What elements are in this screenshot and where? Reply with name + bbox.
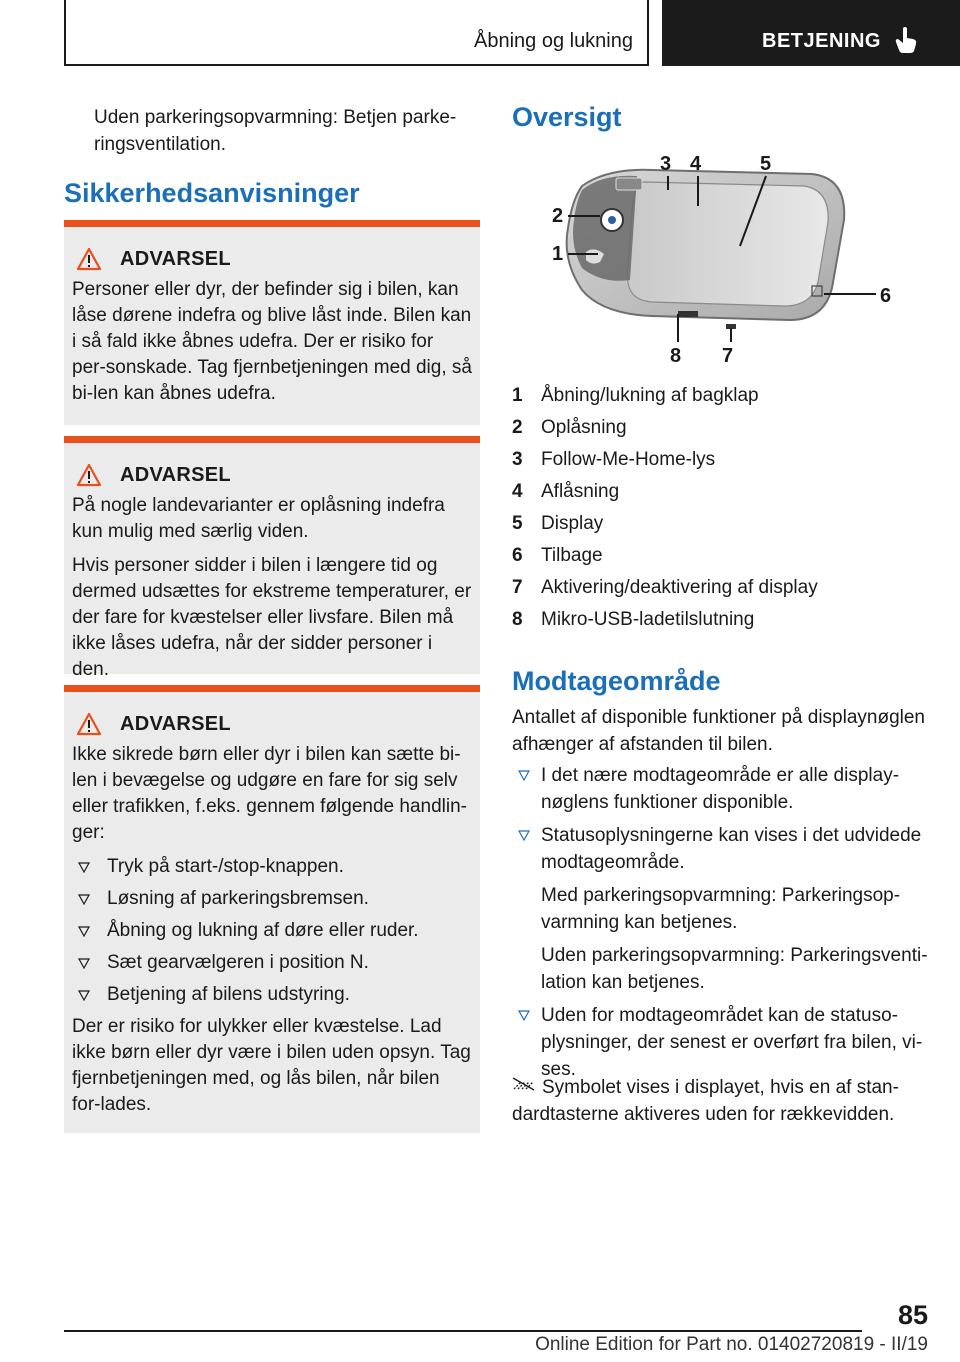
list-item: Statusoplysningerne kan vises i det udvidede modtageområde. Med parkeringsopvarmning: Parkeringsop-varmning kan betjenes. Uden parkeringsopvarmning: Parkeringsventi-lation kan betjenes. xyxy=(512,822,932,996)
list-triangle-icon xyxy=(518,769,530,781)
list-item: Betjening af bilens udstyring. xyxy=(72,982,472,1008)
warning-title: ADVARSEL xyxy=(120,712,231,735)
warning-text: Hvis personer sidder i bilen i længere tid og dermed udsættes for ekstreme temperaturer, er der fare for kvæstelser eller livsfare. Bilen må ikke låses udefra, når der sidder personer i den. xyxy=(72,555,472,680)
page-number: 85 xyxy=(897,1300,928,1330)
legend-row: 4 Aflåsning xyxy=(512,481,620,502)
pointing-hand-icon xyxy=(894,26,918,54)
running-header xyxy=(64,0,649,66)
list-item: Uden for modtageområdet kan de statuso-plysninger, der senest er overført fra bilen, vi-ses. xyxy=(512,1002,932,1083)
legend-row: 6 Tilbage xyxy=(512,545,603,566)
list-triangle-icon xyxy=(78,989,90,1001)
legend-row: 3 Follow-Me-Home-lys xyxy=(512,449,716,470)
figure-legend xyxy=(512,380,932,636)
list-triangle-icon xyxy=(78,925,90,937)
callout-2: 2 xyxy=(552,205,564,227)
list-item: Tryk på start-/stop-knappen. xyxy=(72,854,472,880)
callout-7: 7 xyxy=(722,345,734,367)
legend-row: 2 Oplåsning xyxy=(512,417,627,438)
edition-footer: Online Edition for Part no. 01402720819 - II/19 xyxy=(535,1334,928,1355)
out-of-range-signal-icon xyxy=(512,1077,536,1091)
legend-row: 5 Display xyxy=(512,513,604,534)
callout-8: 8 xyxy=(670,345,682,367)
list-triangle-icon xyxy=(518,1009,530,1021)
safety-heading: Sikkerhedsanvisninger xyxy=(64,178,360,208)
warning-text: Personer eller dyr, der befinder sig i bilen, kan låse dørene indefra og blive låst inde. Bilen kan i så fald ikke åbnes udefra. Der er risiko for per-sonskade. Tag fjernbetjeningen med dig, så bi-len kan åbnes udefra. xyxy=(72,279,472,404)
footer-divider xyxy=(64,1330,862,1332)
list-triangle-icon xyxy=(78,861,90,873)
list-item: Åbning og lukning af døre eller ruder. xyxy=(72,918,472,944)
warning-title: ADVARSEL xyxy=(120,463,231,486)
intro-paragraph: Uden parkeringsopvarmning: Betjen parke-ringsventilation. xyxy=(94,107,457,155)
range-heading: Modtageområde xyxy=(512,666,721,696)
warning-triangle-icon xyxy=(76,247,102,271)
callout-5: 5 xyxy=(760,153,772,175)
note-text: Symbolet vises i displayet, hvis en af stan-dardtasterne aktiveres uden for rækkevidden. xyxy=(512,1077,899,1125)
list-triangle-icon xyxy=(78,957,90,969)
overview-heading: Oversigt xyxy=(512,102,622,132)
range-intro: Antallet af disponible funktioner på displaynøglen afhænger af afstanden til bilen. xyxy=(512,707,925,755)
warning-text: Der er risiko for ulykker eller kvæstelse. Lad ikke børn eller dyr være i bilen uden opsyn. Tag fjernbetjeningen med, og lås bilen, når bilen for-lades. xyxy=(72,1016,471,1115)
warning-box-1 xyxy=(64,220,480,425)
warning-list xyxy=(72,854,472,1008)
warning-triangle-icon xyxy=(76,712,102,736)
warning-title: ADVARSEL xyxy=(120,247,231,270)
callout-6: 6 xyxy=(880,285,892,307)
list-triangle-icon xyxy=(518,829,530,841)
warning-triangle-icon xyxy=(76,463,102,487)
warning-text: På nogle landevarianter er oplåsning indefra kun mulig med særlig viden. xyxy=(72,495,445,542)
callout-4: 4 xyxy=(690,153,702,175)
list-item: Sæt gearvælgeren i position N. xyxy=(72,950,472,976)
legend-row: 8 Mikro-USB-ladetilslutning xyxy=(512,609,755,630)
chapter-label: BETJENING xyxy=(762,30,881,52)
list-triangle-icon xyxy=(78,893,90,905)
legend-row: 1 Åbning/lukning af bagklap xyxy=(512,385,759,406)
warning-text: Ikke sikrede børn eller dyr i bilen kan sætte bi-len i bevægelse og udgøre en fare for sig selv eller trafikken, f.eks. gennem følgende handlin-ger: xyxy=(72,744,467,843)
callout-3: 3 xyxy=(660,153,672,175)
callout-1: 1 xyxy=(552,243,564,265)
display-key-illustration xyxy=(512,150,896,372)
section-title: Åbning og lukning xyxy=(473,30,633,52)
legend-row: 7 Aktivering/deaktivering af display xyxy=(512,577,818,598)
range-list xyxy=(512,762,932,1089)
range-note xyxy=(512,1074,932,1128)
warning-box-3 xyxy=(64,685,480,1133)
list-item: Løsning af parkeringsbremsen. xyxy=(72,886,472,912)
chapter-tab xyxy=(662,0,960,66)
list-item: I det nære modtageområde er alle display-nøglens funktioner disponible. xyxy=(512,762,932,816)
warning-box-2 xyxy=(64,436,480,680)
